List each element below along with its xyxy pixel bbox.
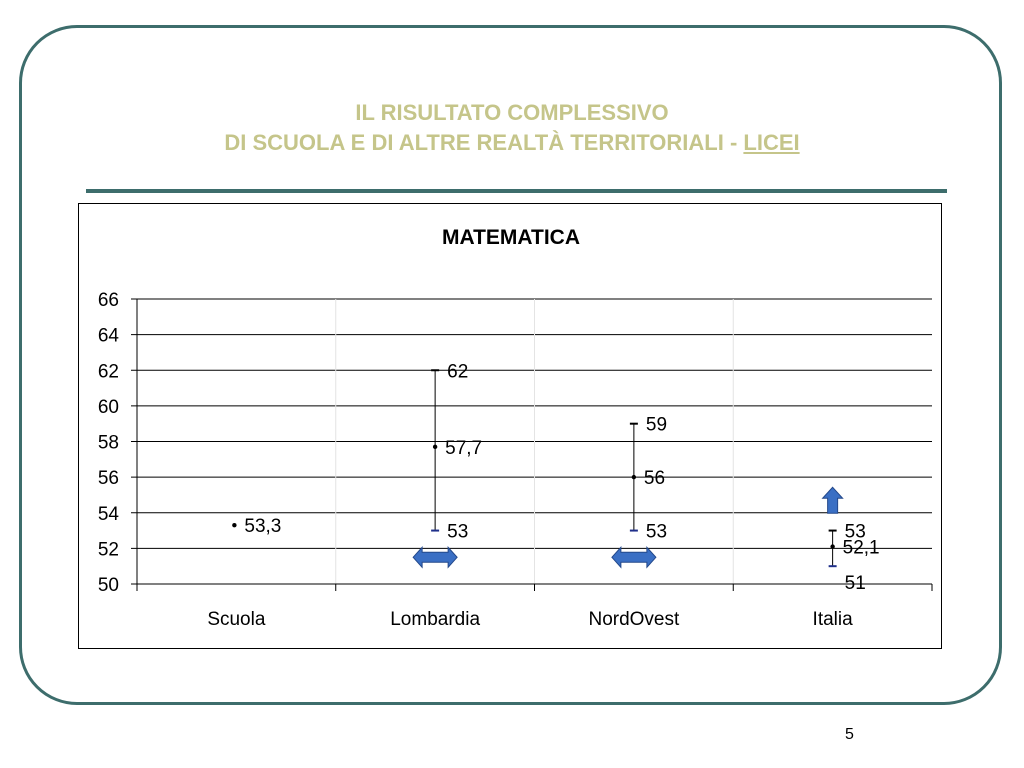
matematica-chart bbox=[79, 204, 941, 648]
range-high-label-lombardia: 62 bbox=[447, 361, 469, 383]
range-high-label-nordovest: 59 bbox=[645, 414, 668, 436]
x-tick-label-nordovest: NordOvest bbox=[588, 609, 680, 630]
range-low-label-italia: 51 bbox=[844, 573, 866, 595]
point-label-italia: 52,1 bbox=[842, 537, 880, 559]
x-tick-label-italia: Italia bbox=[812, 609, 853, 630]
point-italia bbox=[830, 544, 834, 548]
y-tick-label-50: 50 bbox=[97, 575, 119, 596]
page-number: 5 bbox=[845, 726, 854, 743]
up-arrow-icon-italia bbox=[823, 487, 843, 513]
y-tick-label-60: 60 bbox=[97, 396, 119, 418]
y-tick-label-62: 62 bbox=[97, 361, 119, 383]
licei-link[interactable]: LICEI bbox=[743, 130, 800, 155]
range-low-label-nordovest: 53 bbox=[645, 521, 668, 543]
y-tick-label-56: 56 bbox=[97, 468, 119, 490]
point-nordovest bbox=[632, 475, 636, 479]
point-label-scuola: 53,3 bbox=[244, 516, 282, 538]
point-label-lombardia: 57,7 bbox=[445, 437, 483, 459]
chart-title: MATEMATICA bbox=[441, 226, 581, 249]
title-divider bbox=[86, 189, 947, 193]
title-line-2 bbox=[0, 128, 1024, 158]
y-tick-label-52: 52 bbox=[97, 539, 119, 561]
chart-container bbox=[78, 203, 942, 649]
equal-arrow-icon-lombardia bbox=[413, 547, 457, 567]
x-tick-label-scuola: Scuola bbox=[207, 609, 266, 630]
slide-title bbox=[0, 98, 1024, 158]
range-high-label-italia: 53 bbox=[844, 521, 866, 543]
point-lombardia bbox=[433, 445, 437, 449]
y-tick-label-54: 54 bbox=[97, 503, 119, 525]
y-tick-label-64: 64 bbox=[97, 325, 119, 347]
range-low-label-lombardia: 53 bbox=[447, 521, 469, 543]
y-tick-label-58: 58 bbox=[97, 432, 119, 454]
x-tick-label-lombardia: Lombardia bbox=[390, 609, 481, 630]
point-label-nordovest: 56 bbox=[643, 468, 666, 490]
title-line-2-text: DI SCUOLA E DI ALTRE REALTÀ TERRITORIALI - bbox=[224, 130, 744, 155]
equal-arrow-icon-nordovest bbox=[612, 547, 656, 567]
title-line-1: IL RISULTATO COMPLESSIVO bbox=[355, 100, 669, 125]
y-tick-label-66: 66 bbox=[97, 290, 119, 311]
point-scuola bbox=[232, 523, 236, 527]
